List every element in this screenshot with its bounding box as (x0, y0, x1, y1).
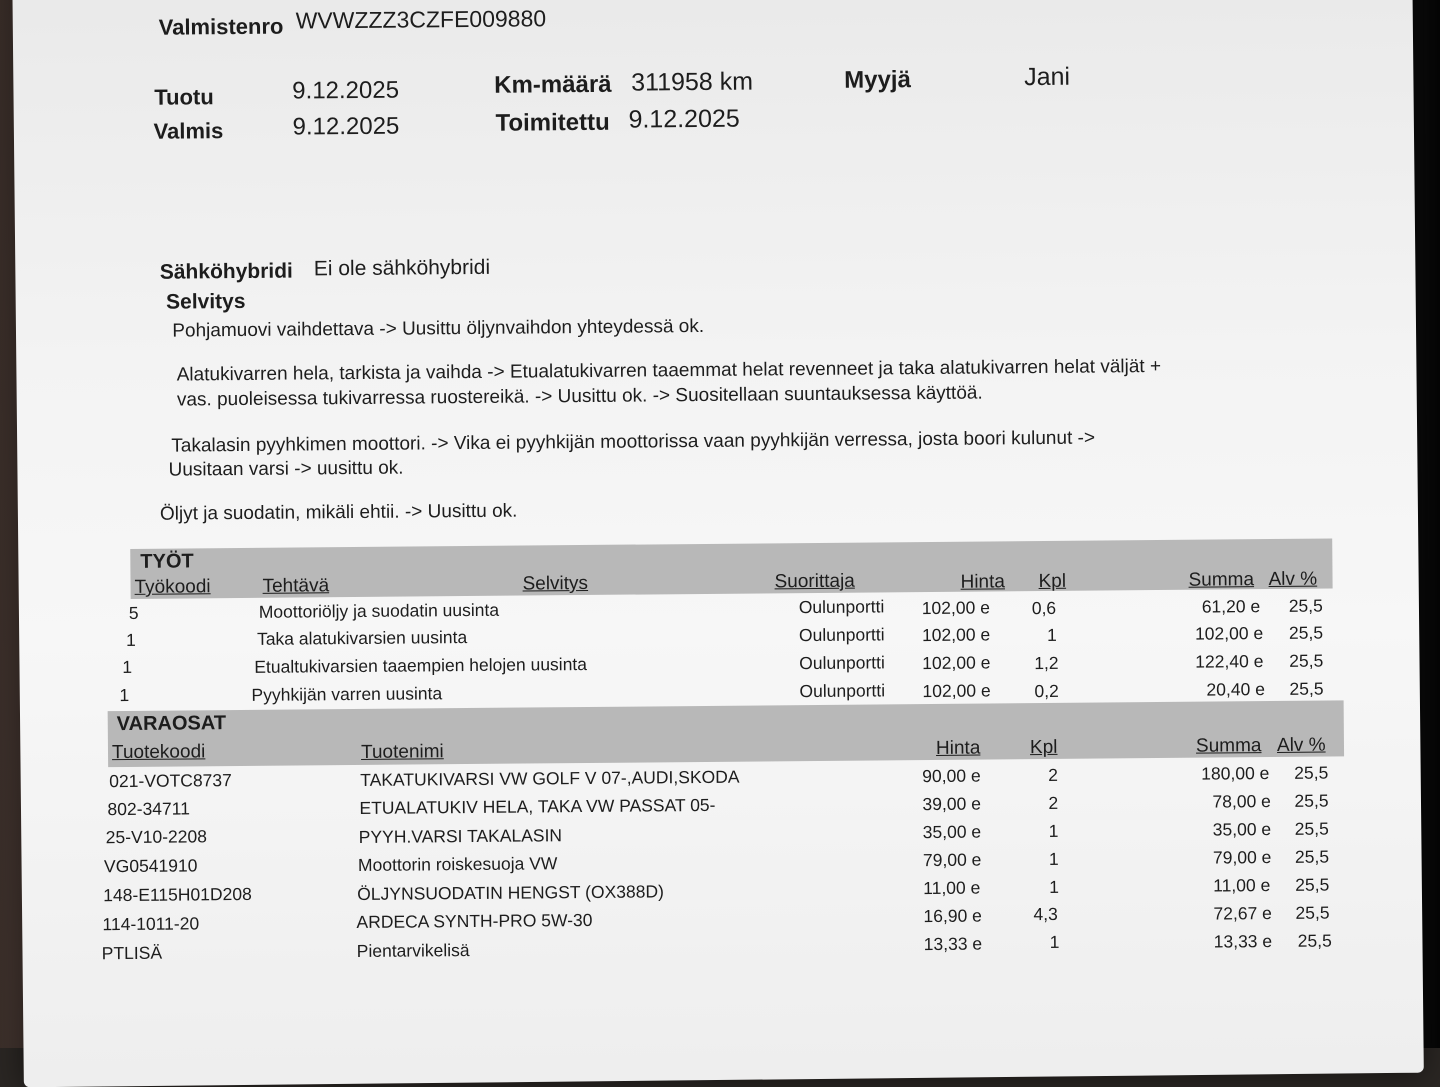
hybrid-value: Ei ole sähköhybridi (313, 255, 491, 281)
tyot-col-alv: Alv % (1268, 568, 1318, 591)
tyot-cell-koodi: 1 (119, 684, 130, 706)
varaosat-cell-nimi: Moottorin roiskesuoja VW (357, 853, 558, 875)
tyot-cell-summa: 61,20 e (1201, 596, 1261, 617)
varaosat-col-kpl: Kpl (1029, 736, 1058, 759)
varaosat-cell-nimi: Pientarvikelisä (356, 940, 470, 962)
tyot-cell-suorittaja: Oulunportti (799, 680, 886, 702)
hybrid-label: Sähköhybridi (159, 259, 293, 284)
tyot-cell-hinta: 102,00 e (921, 624, 991, 646)
varaosat-cell-alv: 25,5 (1295, 902, 1330, 923)
tyot-cell-alv: 25,5 (1289, 678, 1324, 699)
selvitys-title: Selvitys (165, 289, 246, 314)
tyot-cell-alv: 25,5 (1288, 595, 1323, 616)
varaosat-cell-koodi: 148-E115H01D208 (103, 883, 252, 906)
varaosat-col-hinta: Hinta (935, 737, 981, 759)
varaosat-col-nimi: Tuotenimi (360, 741, 444, 763)
varaosat-cell-alv: 25,5 (1294, 846, 1330, 867)
tyot-cell-tehtava: Etualtukivarsien taaempien helojen uusinta (254, 653, 588, 677)
varaosat-cell-hinta: 35,00 e (922, 821, 982, 843)
varaosat-cell-koodi: 114-1011-20 (102, 913, 200, 935)
valmistenro-value: WVWZZZ3CZFE009880 (295, 5, 547, 34)
varaosat-cell-summa: 79,00 e (1212, 847, 1272, 868)
tyot-cell-koodi: 5 (128, 602, 139, 623)
varaosat-cell-nimi: ARDECA SYNTH-PRO 5W-30 (356, 909, 593, 933)
myyja-label: Myyjä (844, 66, 911, 94)
varaosat-cell-koodi: PTLISÄ (101, 942, 163, 964)
varaosat-cell-kpl: 1 (1048, 848, 1059, 869)
tyot-cell-hinta: 102,00 e (921, 597, 990, 619)
toimitettu-value: 9.12.2025 (628, 104, 740, 134)
tuotu-label: Tuotu (154, 84, 214, 110)
tyot-cell-suorittaja: Oulunportti (798, 624, 885, 646)
varaosat-cell-alv: 25,5 (1294, 762, 1329, 783)
tyot-cell-kpl: 1 (1046, 624, 1057, 645)
tyot-cell-hinta: 102,00 e (922, 680, 991, 702)
varaosat-cell-kpl: 1 (1049, 931, 1060, 952)
tyot-col-kpl: Kpl (1038, 570, 1067, 593)
varaosat-title: VARAOSAT (116, 712, 227, 736)
toimitettu-label: Toimitettu (495, 108, 610, 137)
varaosat-cell-kpl: 1 (1048, 820, 1059, 841)
varaosat-cell-summa: 35,00 e (1212, 819, 1272, 840)
tyot-cell-suorittaja: Oulunportti (798, 596, 885, 618)
varaosat-cell-summa: 78,00 e (1212, 791, 1271, 812)
tyot-cell-tehtava: Taka alatukivarsien uusinta (256, 627, 468, 649)
varaosat-cell-alv: 25,5 (1295, 874, 1330, 895)
varaosat-cell-alv: 25,5 (1294, 818, 1329, 839)
varaosat-cell-hinta: 13,33 e (923, 933, 983, 955)
selvitys-line: Pohjamuovi vaihdettava -> Uusittu öljynvaihdon yhteydessä ok. (172, 315, 705, 342)
varaosat-cell-nimi: TAKATUKIVARSI VW GOLF V 07-,AUDI,SKODA (360, 766, 740, 790)
tyot-cell-hinta: 102,00 e (922, 652, 991, 674)
tyot-cell-koodi: 1 (122, 656, 133, 678)
varaosat-cell-hinta: 79,00 e (922, 849, 982, 871)
varaosat-header-bar (108, 700, 1344, 767)
tyot-col-hinta: Hinta (960, 571, 1006, 593)
varaosat-cell-kpl: 1 (1049, 876, 1060, 897)
myyja-value: Jani (1024, 62, 1071, 92)
varaosat-cell-summa: 72,67 e (1213, 903, 1272, 924)
varaosat-cell-summa: 11,00 e (1213, 875, 1271, 896)
selvitys-line: Takalasin pyyhkimen moottori. -> Vika ei pyyhkijän moottorissa vaan pyyhkijän verressa, josta boori kulunut -> (171, 427, 1096, 457)
selvitys-line: Öljyt ja suodatin, mikäli ehtii. -> Uusittu ok. (159, 500, 518, 525)
tyot-cell-tehtava: Moottoriöljy ja suodatin uusinta (258, 599, 500, 622)
varaosat-cell-koodi: 021-VOTC8737 (109, 770, 232, 792)
tyot-cell-summa: 122,40 e (1195, 651, 1264, 672)
valmistenro-label: Valmistenro (158, 13, 284, 40)
tyot-cell-summa: 20,40 e (1206, 679, 1265, 700)
km-value: 311958 km (631, 67, 754, 97)
valmis-label: Valmis (153, 118, 224, 144)
valmis-value: 9.12.2025 (292, 112, 400, 141)
varaosat-cell-hinta: 11,00 e (923, 877, 981, 899)
tyot-col-koodi: Työkoodi (134, 576, 211, 598)
tyot-cell-suorittaja: Oulunportti (799, 652, 885, 674)
varaosat-cell-hinta: 39,00 e (922, 793, 981, 815)
varaosat-cell-kpl: 4,3 (1033, 903, 1058, 925)
varaosat-col-alv: Alv % (1276, 734, 1326, 756)
varaosat-cell-hinta: 16,90 e (923, 905, 982, 927)
tyot-title: TYÖT (140, 550, 194, 573)
selvitys-line: vas. puoleisessa tukivarressa ruostereikä. -> Uusittu ok. -> Suositellaan suuntauksessa käyttöä. (176, 382, 983, 411)
tyot-col-tehtava: Tehtävä (262, 575, 330, 597)
varaosat-cell-summa: 180,00 e (1201, 763, 1270, 784)
varaosat-cell-koodi: 802-34711 (107, 798, 190, 820)
km-label: Km-määrä (494, 70, 612, 99)
tyot-col-suorittaja: Suorittaja (774, 570, 855, 593)
tyot-cell-tehtava: Pyyhkijän varren uusinta (251, 683, 443, 705)
varaosat-cell-koodi: 25-V10-2208 (105, 826, 208, 848)
tyot-cell-koodi: 1 (125, 629, 136, 651)
varaosat-cell-nimi: PYYH.VARSI TAKALASIN (358, 825, 563, 847)
tyot-col-selvitys: Selvitys (522, 572, 589, 595)
tyot-cell-alv: 25,5 (1288, 622, 1324, 643)
tuotu-value: 9.12.2025 (292, 76, 400, 105)
varaosat-cell-alv: 25,5 (1297, 930, 1332, 951)
varaosat-cell-kpl: 2 (1048, 764, 1059, 785)
selvitys-line: Alatukivarren hela, tarkista ja vaihda -> Etualatukivarren taaemmat helat revenneet ja taka alatukivarren helat väljät + (176, 355, 1162, 386)
varaosat-cell-summa: 13,33 e (1213, 931, 1273, 952)
selvitys-line: Uusitaan varsi -> uusittu ok. (168, 457, 404, 481)
varaosat-cell-hinta: 90,00 e (922, 765, 981, 787)
tyot-cell-kpl: 0,2 (1034, 680, 1059, 702)
varaosat-cell-koodi: VG0541910 (103, 855, 198, 877)
varaosat-cell-alv: 25,5 (1294, 790, 1329, 811)
varaosat-cell-kpl: 2 (1048, 792, 1059, 813)
tyot-cell-kpl: 0,6 (1031, 597, 1057, 619)
varaosat-col-summa: Summa (1195, 735, 1262, 757)
varaosat-col-koodi: Tuotekoodi (111, 741, 206, 764)
tyot-col-summa: Summa (1188, 569, 1255, 591)
tyot-cell-summa: 102,00 e (1194, 623, 1264, 644)
tyot-cell-kpl: 1,2 (1034, 652, 1059, 674)
varaosat-cell-nimi: ÖLJYNSUODATIN HENGST (OX388D) (357, 881, 664, 905)
tyot-cell-alv: 25,5 (1289, 650, 1324, 671)
varaosat-cell-nimi: ETUALATUKIV HELA, TAKA VW PASSAT 05- (359, 794, 716, 818)
